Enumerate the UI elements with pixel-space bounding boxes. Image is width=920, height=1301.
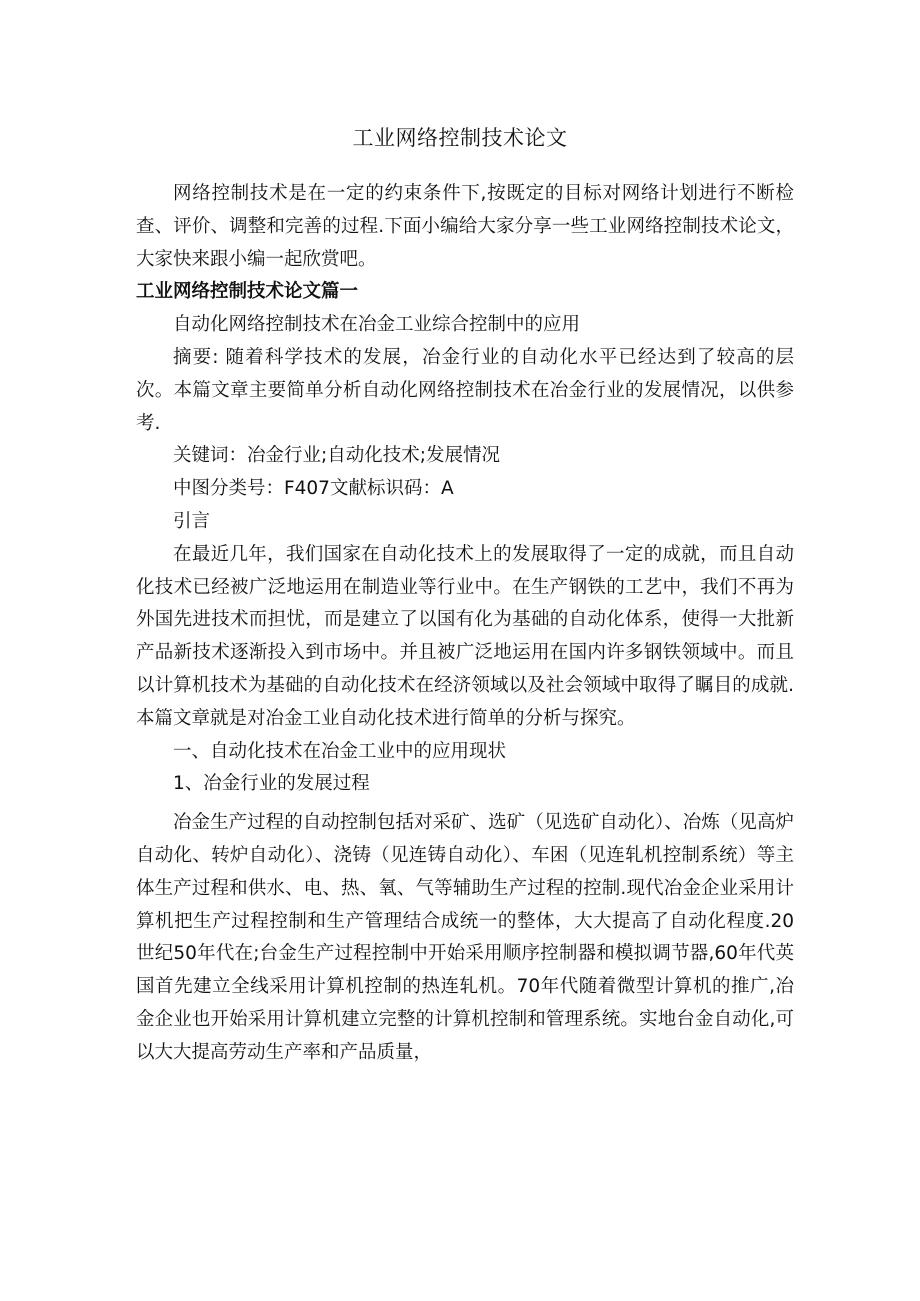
intro-paragraph: 网络控制技术是在一定的约束条件下,按既定的目标对网络计划进行不断检查、评价、调整和完善的过程.下面小编给大家分享一些工业网络控制技术论文，大家快来跟小编一起欣赏吧。 (136, 183, 794, 270)
document-title: 工业网络控制技术论文 (352, 126, 568, 150)
abstract-paragraph: 摘要: 随着科学技术的发展，冶金行业的自动化水平已经达到了较高的层次。本篇文章主要简单分析自动化网络控制技术在冶金行业的发展情况，以供参考. (136, 346, 794, 434)
paper-title: 自动化网络控制技术在冶金工业综合控制中的应用 (173, 314, 581, 336)
subsection-one-body: 冶金生产过程的自动控制包括对采矿、选矿（见选矿自动化）、冶炼（见高炉自动化、转炉自动化）、浇铸（见连铸自动化）、车困（见连轧机控制系统）等主体生产过程和供水、电、热、氧、气等辅助生产过程的控制.现代冶金企业采用计算机把生产过程控制和生产管理结合成统一的整体，大大提高了自动化程度.20世纪50年代在;台金生产过程控制中开始采用顺序控制器和模拟调节器,60年代英国首先建立全线采用计算机控制的热连轧机。70年代随着微型计算机的推广,冶金企业也开始采用计算机建立完整的计算机控制和管理系统。实地台金自动化,可以大大提高劳动生产率和产品质量， (136, 812, 794, 1063)
section-one-heading: 一、自动化技术在冶金工业中的应用现状 (173, 740, 507, 762)
document-body (136, 178, 794, 1070)
intro-heading: 引言 (173, 510, 211, 532)
section-heading: 工业网络控制技术论文篇一 (136, 281, 359, 303)
intro-body-paragraph: 在最近几年，我们国家在自动化技术上的发展取得了一定的成就，而且自动化技术已经被广泛地运用在制造业等行业中。在生产钢铁的工艺中，我们不再为外国先进技术而担忧，而是建立了以国有化为基础的自动化体系，使得一大批新产品新技术逐渐投入到市场中。并且被广泛地运用在国内许多钢铁领域中。而且以计算机技术为基础的自动化技术在经济领域以及社会领域中取得了瞩目的成就.本篇文章就是对冶金工业自动化技术进行简单的分析与探究。 (136, 543, 794, 729)
keywords-line: 关键词：冶金行业;自动化技术;发展情况 (173, 445, 500, 467)
classification-line: 中图分类号：F407文献标识码：A (173, 478, 454, 500)
subsection-one-heading: 1、冶金行业的发展过程 (173, 773, 370, 795)
